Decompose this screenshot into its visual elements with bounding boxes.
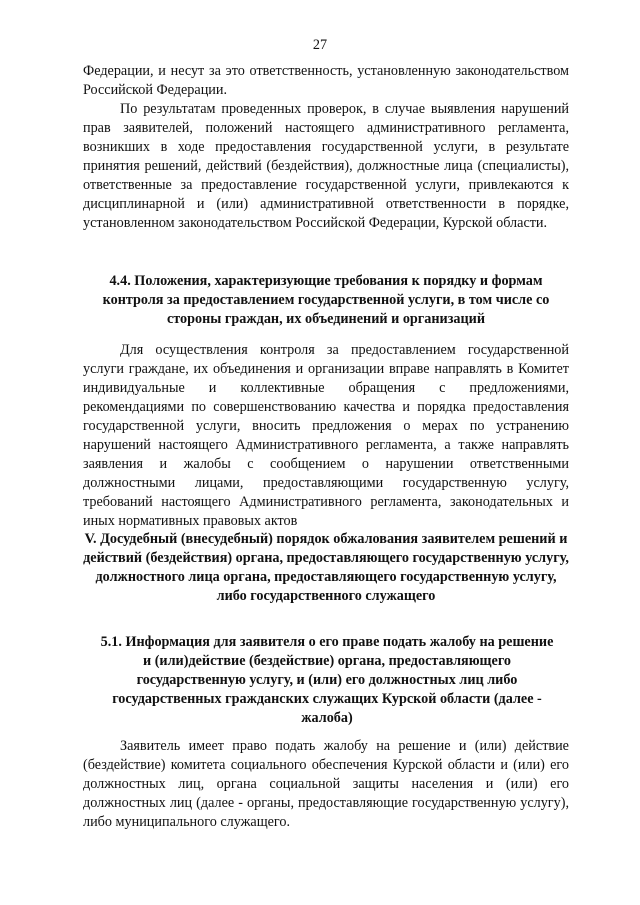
page-number: 27 xyxy=(312,37,328,53)
paragraph-complaint-right: Заявитель имеет право подать жалобу на решение и (или) действие (бездействие) комитета социального обеспечения Курской области и (или) его должностных лиц, органа социальной защиты населения и (или) его должностных лиц (далее - органы, предоставляющие государственную услугу), либо муниципального служащего. xyxy=(83,738,569,830)
paragraph-inspection-results: По результатам проведенных проверок, в случае выявления нарушений прав заявителей, положений настоящего административного регламента, возникших в ходе предоставления государственной услуги, в результате принятия решений, действий (бездействия), должностные лица (специалисты), ответственные за предоставление государственной услуги, привлекаются к дисциплинарной и (или) административной ответственности в порядке, установленном законодательством Российской Федерации, Курской области. xyxy=(83,101,569,231)
heading-section-v: V. Досудебный (внесудебный) порядок обжалования заявителем решений и действий (бездействия) органа, предоставляющего государственную услугу, должностного лица органа, предоставляющего государственную услугу, либо государственного служащего xyxy=(83,531,569,604)
heading-section-4-4: 4.4. Положения, характеризующие требования к порядку и формам контроля за предоставлением государственной услуги, в том числе со стороны граждан, их объединений и организаций xyxy=(102,273,550,327)
paragraph-continuation: Федерации, и несут за это ответственность, установленную законодательством Российской Федерации. xyxy=(83,63,569,98)
heading-section-5-1: 5.1. Информация для заявителя о его праве подать жалобу на решение и (или)действие (бездействие) органа, предоставляющего государственную услугу, и (или) его должностных лиц либо государственных гражданских служащих Курской области (далее - жалоба) xyxy=(100,634,554,726)
paragraph-citizen-control: Для осуществления контроля за предоставлением государственной услуги граждане, их объединения и организации вправе направлять в Комитет индивидуальные и коллективные обращения с предложениями, рекомендациями по совершенствованию качества и порядка предоставления государственной услуги, вносить предложения о мерах по устранению нарушений настоящего Административного регламента, а также направлять заявления и жалобы с сообщением о нарушении ответственными должностными лицами, предоставляющими государственную услугу, требований настоящего Административного регламента, законодательных и иных нормативных правовых актов xyxy=(83,342,569,529)
